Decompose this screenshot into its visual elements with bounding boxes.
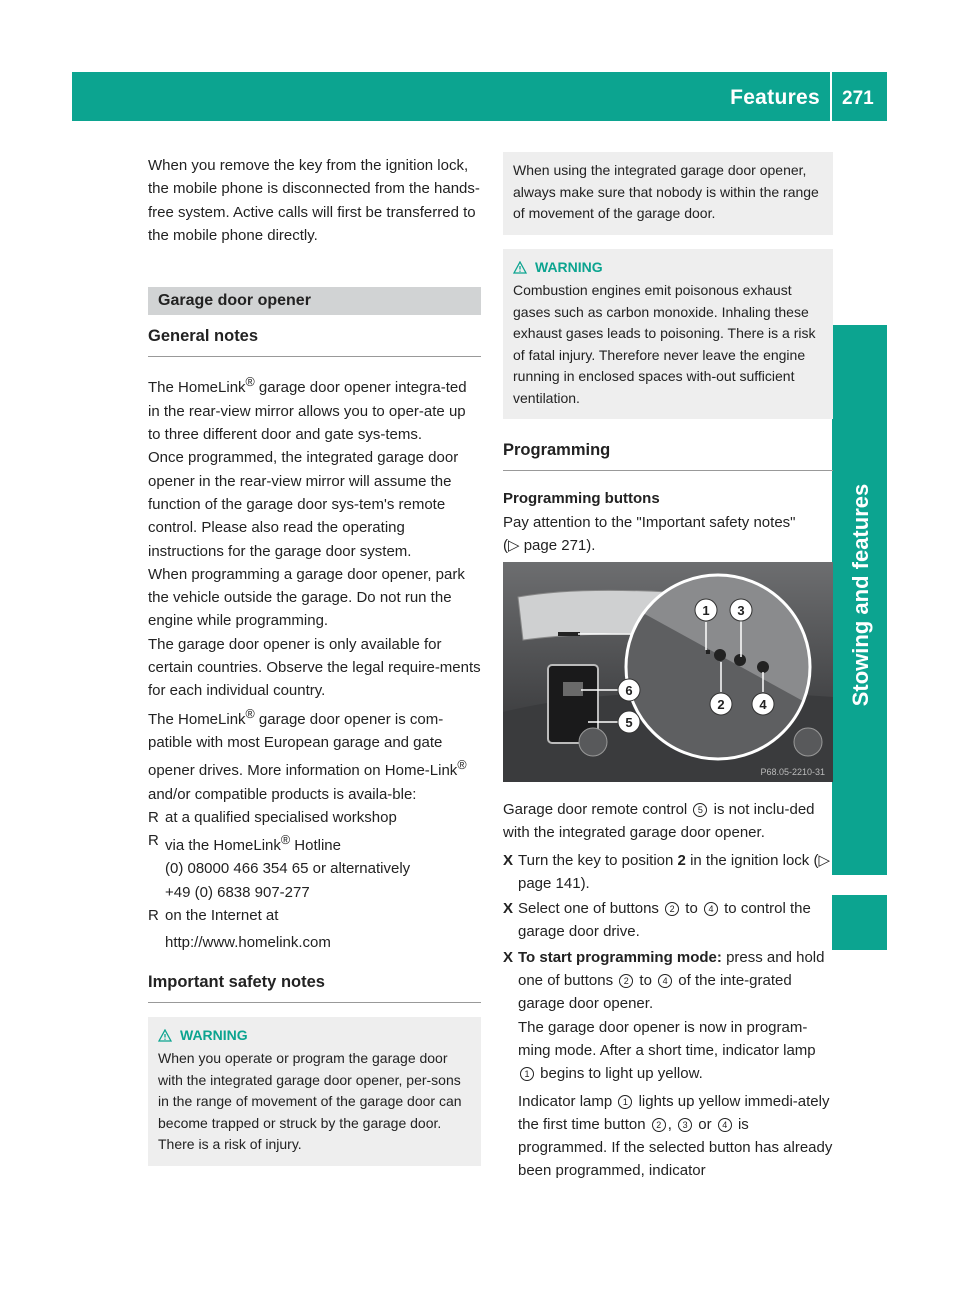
heading-rule xyxy=(503,470,833,471)
right-column-steps xyxy=(503,798,833,1183)
warning-box-injury xyxy=(148,1017,481,1166)
callout-5 xyxy=(618,711,640,733)
callout-6 xyxy=(618,679,640,701)
left-column xyxy=(148,154,481,1166)
svg-text:1: 1 xyxy=(702,603,710,618)
intro-paragraph: When you remove the key from the ignition lock, the mobile phone is disconnected from the hands-free system. Active calls will first be transferred to the mobile phone directly. xyxy=(148,157,480,244)
header-divider xyxy=(830,72,832,121)
warning-box-exhaust xyxy=(503,249,833,420)
programming-buttons-heading: Programming buttons xyxy=(503,490,660,508)
side-chapter-label: Stowing and features xyxy=(848,483,873,707)
list-item: R on the Internet at http://www.homelink.com xyxy=(148,904,481,955)
callout-4 xyxy=(752,693,774,715)
image-code: P68.05-2210-31 xyxy=(760,767,825,777)
note-box xyxy=(503,152,833,235)
callout-1 xyxy=(695,599,717,621)
heading-rule xyxy=(148,1002,481,1003)
warning-triangle-icon xyxy=(158,1029,172,1042)
list-item: R at a qualified specialised workshop xyxy=(148,808,397,826)
step-item: X Select one of buttons 2 to 4 to control the garage door drive. xyxy=(503,900,811,941)
attention-text: Pay attention to the "Important safety notes" (▷ page 271). xyxy=(503,513,796,554)
chapter-title: Features xyxy=(730,86,820,109)
warning-text: When you operate or program the garage door with the integrated garage door opener, per-sons in the range of movement of the garage door can become trapped or struck by the garage door. There is a risk of injury. xyxy=(158,1050,462,1153)
general-notes-heading: General notes xyxy=(148,327,259,346)
programming-heading: Programming xyxy=(503,441,611,459)
list-item: R via the HomeLink® Hotline (0) 08000 466 354 65 or alternatively +49 (0) 6838 907-277 xyxy=(148,832,411,901)
paragraph-countries: The garage door opener is only available for certain countries. Observe the legal require-ments for each individual country. xyxy=(148,635,481,700)
section-title: Garage door opener xyxy=(148,287,481,315)
svg-text:5: 5 xyxy=(625,715,633,730)
warning-text: Combustion engines emit poisonous exhaust gases such as carbon monoxide. Inhaling these exhaust gases leads to poisoning. There is a risk of fatal injury. Therefore never leave the engine running in enclosed spaces with-out sufficient ventilation. xyxy=(513,282,816,406)
paragraph-compatible: The HomeLink® garage door opener is com-patible with most European garage and gate opener drives. More information on Home-Link® and/or compatible products is availa-ble: xyxy=(148,706,467,803)
safety-notes-heading: Important safety notes xyxy=(148,972,325,991)
warning-label: WARNING xyxy=(180,1026,248,1043)
callout-3 xyxy=(730,599,752,621)
paragraph-park: When programming a garage door opener, park the vehicle outside the garage. Do not run the engine while programming. xyxy=(148,565,465,630)
mirror-buttons-illustration xyxy=(503,562,833,782)
paragraph-programmed: Once programmed, the integrated garage door opener in the rear-view mirror will assume the function of the garage door sys-tem's remote control. Please also read the operating instructions for the garage door system. xyxy=(148,449,459,560)
svg-text:2: 2 xyxy=(717,697,725,712)
note-text: When using the integrated garage door opener, always make sure that nobody is within the range of movement of the garage door. xyxy=(513,162,819,221)
heading-rule xyxy=(148,356,481,357)
remote-note: Garage door remote control 5 is not inclu-ded with the integrated garage door opener. xyxy=(503,801,815,842)
svg-text:3: 3 xyxy=(737,603,745,618)
homelink-url[interactable]: http://www.homelink.com xyxy=(165,934,331,952)
step-item: X To start programming mode: press and hold one of buttons 2 to 4 of the inte-grated garage door opener. The garage door opener is now in program-ming mode. After a short time, indicator lamp 1 begins to light up yellow. Indicator lamp 1 lights up yellow immedi-ately the first time button 2 , 3 or 4 is programmed. If the selected button has already been programmed, indicator xyxy=(503,948,833,1180)
paragraph-homelink: The HomeLink® garage door opener integra-ted in the rear-view mirror allows you to oper-ate up to three different door and gate sys-tems. xyxy=(148,375,467,444)
svg-text:4: 4 xyxy=(759,697,767,712)
step-item: X Turn the key to position 2 in the ignition lock (▷ page 141). xyxy=(503,851,830,892)
right-column xyxy=(503,152,833,557)
warning-label: WARNING xyxy=(535,258,603,275)
warning-triangle-icon xyxy=(513,261,527,274)
page-number: 271 xyxy=(842,88,874,109)
side-tab-marker xyxy=(832,895,887,950)
callout-2 xyxy=(710,693,732,715)
svg-text:6: 6 xyxy=(625,683,633,698)
